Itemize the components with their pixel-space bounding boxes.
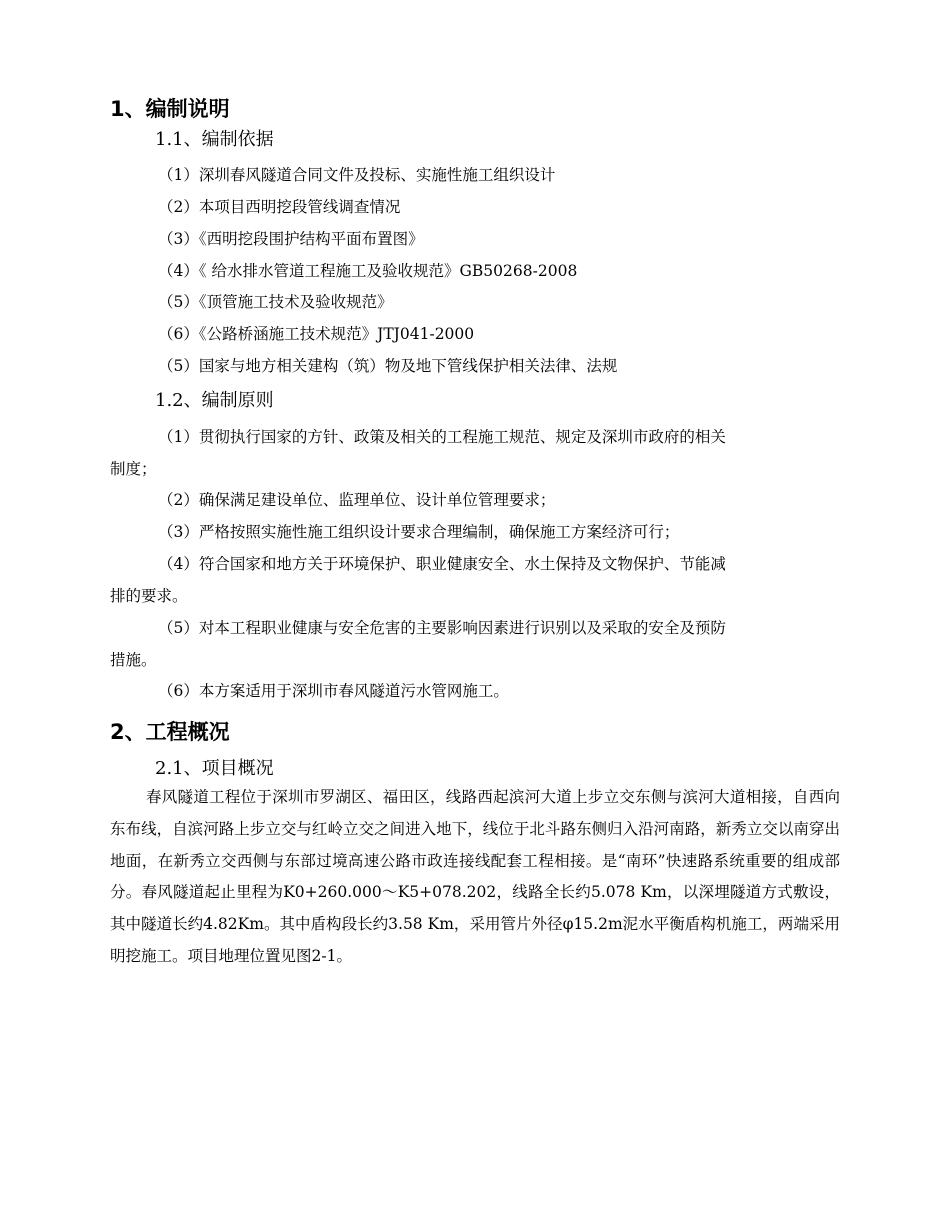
basis-item: （2）本项目西明挖段管线调查情况 — [158, 198, 401, 216]
section-2-heading: 2、工程概况 — [110, 720, 230, 744]
basis-item: （4）《 给水排水管道工程施工及验收规范》GB50268-2008 — [158, 262, 578, 280]
section-2-1-heading: 2.1、项目概况 — [155, 758, 274, 779]
principle-item: （6）本方案适用于深圳市春风隧道污水管网施工。 — [158, 682, 509, 700]
principle-item: （4）符合国家和地方关于环境保护、职业健康安全、水土保持及文物保护、节能减 — [158, 555, 726, 573]
project-overview-paragraph: 春风隧道工程位于深圳市罗湖区、福田区，线路西起滨河大道上步立交东侧与滨河大道相接，自西向东布线，自滨河路上步立交与红岭立交之间进入地下，线位于北斗路东侧归入沿河南路，新秀立交以南穿出地面，在新秀立交西侧与东部过境高速公路市政连接线配套工程相接。是“南环”快速路系统重要的组成部分。春风隧道起止里程为K0+260.000～K5+078.202，线路全长约5.078 Km，以深埋隧道方式敷设，其中隧道长约4.82Km。其中盾构段长约3.58 Km，采用管片外径φ15.2m泥水平衡盾构机施工，两端采用明挖施工。项目地理位置见图2-1。 — [110, 788, 840, 965]
section-1-1-heading: 1.1、编制依据 — [155, 129, 274, 150]
principle-item: （3）严格按照实施性施工组织设计要求合理编制，确保施工方案经济可行； — [158, 523, 680, 541]
principle-item: （5）对本工程职业健康与安全危害的主要影响因素进行识别以及采取的安全及预防 — [158, 619, 726, 637]
principle-item-continued: 制度； — [110, 460, 157, 478]
principle-item: （1）贯彻执行国家的方针、政策及相关的工程施工规范、规定及深圳市政府的相关 — [158, 428, 726, 446]
basis-item: （6）《公路桥涵施工技术规范》JTJ041-2000 — [158, 325, 475, 343]
basis-item: （5）《顶管施工技术及验收规范》 — [158, 293, 393, 311]
section-1-heading: 1、编制说明 — [110, 97, 230, 121]
basis-item: （5）国家与地方相关建构（筑）物及地下管线保护相关法律、法规 — [158, 357, 618, 375]
principle-item-continued: 排的要求。 — [110, 587, 188, 605]
section-1-2-heading: 1.2、编制原则 — [155, 390, 274, 411]
basis-item: （3）《西明挖段围护结构平面布置图》 — [158, 230, 424, 248]
principle-item: （2）确保满足建设单位、监理单位、设计单位管理要求； — [158, 491, 556, 509]
basis-item: （1）深圳春风隧道合同文件及投标、实施性施工组织设计 — [158, 166, 556, 184]
principle-item-continued: 措施。 — [110, 651, 157, 669]
